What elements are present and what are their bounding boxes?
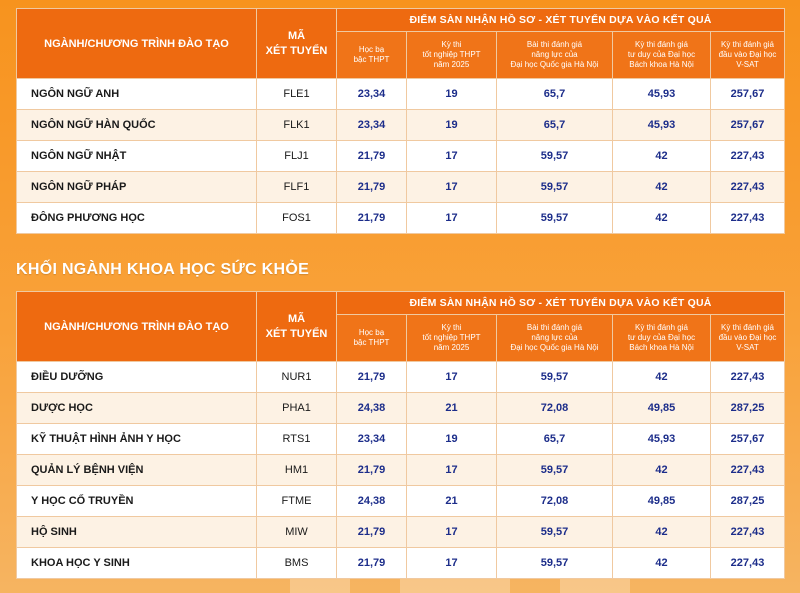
program-code: RTS1 xyxy=(257,424,337,455)
table-row xyxy=(17,517,785,548)
table-row xyxy=(17,393,785,424)
score-subheader: Bài thi đánh giá năng lực của Đại học Quốc gia Hà Nội xyxy=(497,315,613,362)
program-code: FLK1 xyxy=(257,110,337,141)
score-cell: 42 xyxy=(613,141,711,172)
table-row xyxy=(17,424,785,455)
score-cell: 42 xyxy=(613,455,711,486)
score-cell: 287,25 xyxy=(711,486,785,517)
score-table-languages xyxy=(16,8,785,234)
score-cell: 17 xyxy=(407,548,497,579)
score-cell: 72,08 xyxy=(497,486,613,517)
program-code: BMS xyxy=(257,548,337,579)
table-body xyxy=(17,362,785,579)
table-row xyxy=(17,141,785,172)
program-name: NGÔN NGỮ HÀN QUỐC xyxy=(17,110,257,141)
table-row xyxy=(17,110,785,141)
score-cell: 45,93 xyxy=(613,424,711,455)
score-subheader: Kỳ thi đánh giá đầu vào Đại học V-SAT xyxy=(711,315,785,362)
score-cell: 23,34 xyxy=(337,424,407,455)
score-cell: 23,34 xyxy=(337,79,407,110)
table-row xyxy=(17,486,785,517)
program-code: HM1 xyxy=(257,455,337,486)
score-cell: 49,85 xyxy=(613,486,711,517)
score-cell: 17 xyxy=(407,172,497,203)
background-building xyxy=(290,579,350,593)
score-cell: 17 xyxy=(407,517,497,548)
score-cell: 17 xyxy=(407,455,497,486)
score-cell: 19 xyxy=(407,110,497,141)
score-cell: 21,79 xyxy=(337,517,407,548)
table-row xyxy=(17,455,785,486)
score-cell: 23,34 xyxy=(337,110,407,141)
score-cell: 287,25 xyxy=(711,393,785,424)
code-column-header: MÃ XÉT TUYỂN xyxy=(257,9,337,79)
score-cell: 257,67 xyxy=(711,424,785,455)
program-code: FLJ1 xyxy=(257,141,337,172)
score-subheader: Kỳ thi tốt nghiệp THPT năm 2025 xyxy=(407,315,497,362)
score-subheader: Học bạ bậc THPT xyxy=(337,315,407,362)
table-row xyxy=(17,172,785,203)
program-name: NGÔN NGỮ PHÁP xyxy=(17,172,257,203)
score-cell: 59,57 xyxy=(497,172,613,203)
score-cell: 19 xyxy=(407,79,497,110)
score-cell: 17 xyxy=(407,141,497,172)
score-cell: 19 xyxy=(407,424,497,455)
score-cell: 59,57 xyxy=(497,141,613,172)
program-name: Y HỌC CỔ TRUYỀN xyxy=(17,486,257,517)
score-subheader: Bài thi đánh giá năng lực của Đại học Quốc gia Hà Nội xyxy=(497,32,613,79)
score-cell: 227,43 xyxy=(711,141,785,172)
score-cell: 59,57 xyxy=(497,548,613,579)
score-cell: 45,93 xyxy=(613,79,711,110)
score-cell: 59,57 xyxy=(497,455,613,486)
program-name: ĐÔNG PHƯƠNG HỌC xyxy=(17,203,257,234)
program-name: NGÔN NGỮ ANH xyxy=(17,79,257,110)
program-code: FOS1 xyxy=(257,203,337,234)
score-cell: 49,85 xyxy=(613,393,711,424)
score-cell: 21 xyxy=(407,393,497,424)
score-cell: 227,43 xyxy=(711,172,785,203)
program-name: DƯỢC HỌC xyxy=(17,393,257,424)
table-row xyxy=(17,362,785,393)
program-column-header: NGÀNH/CHƯƠNG TRÌNH ĐÀO TẠO xyxy=(17,9,257,79)
section-title: KHỐI NGÀNH KHOA HỌC SỨC KHỎE xyxy=(16,261,310,278)
score-cell: 21,79 xyxy=(337,548,407,579)
score-cell: 257,67 xyxy=(711,110,785,141)
score-cell: 21 xyxy=(407,486,497,517)
score-cell: 21,79 xyxy=(337,172,407,203)
program-code: NUR1 xyxy=(257,362,337,393)
score-subheader: Kỳ thi đánh giá đầu vào Đại học V-SAT xyxy=(711,32,785,79)
program-code: FLE1 xyxy=(257,79,337,110)
program-name: KỸ THUẬT HÌNH ẢNH Y HỌC xyxy=(17,424,257,455)
table-body xyxy=(17,79,785,234)
program-name: HỘ SINH xyxy=(17,517,257,548)
score-cell: 59,57 xyxy=(497,203,613,234)
score-cell: 65,7 xyxy=(497,424,613,455)
score-cell: 65,7 xyxy=(497,110,613,141)
score-cell: 227,43 xyxy=(711,455,785,486)
program-name: KHOA HỌC Y SINH xyxy=(17,548,257,579)
score-cell: 227,43 xyxy=(711,362,785,393)
score-cell: 42 xyxy=(613,517,711,548)
score-cell: 17 xyxy=(407,362,497,393)
score-cell: 42 xyxy=(613,548,711,579)
score-cell: 65,7 xyxy=(497,79,613,110)
score-cell: 59,57 xyxy=(497,517,613,548)
score-cell: 21,79 xyxy=(337,362,407,393)
score-cell: 42 xyxy=(613,203,711,234)
score-cell: 227,43 xyxy=(711,548,785,579)
score-cell: 59,57 xyxy=(497,362,613,393)
program-code: FLF1 xyxy=(257,172,337,203)
score-cell: 21,79 xyxy=(337,455,407,486)
table-row xyxy=(17,203,785,234)
background-building xyxy=(400,579,510,593)
score-cell: 45,93 xyxy=(613,110,711,141)
score-subheader: Kỳ thi tốt nghiệp THPT năm 2025 xyxy=(407,32,497,79)
score-table-health-sciences xyxy=(16,291,785,579)
score-cell: 24,38 xyxy=(337,393,407,424)
background-building xyxy=(560,579,630,593)
score-cell: 21,79 xyxy=(337,203,407,234)
program-name: NGÔN NGỮ NHẬT xyxy=(17,141,257,172)
score-cell: 72,08 xyxy=(497,393,613,424)
score-cell: 257,67 xyxy=(711,79,785,110)
program-code: MIW xyxy=(257,517,337,548)
score-cell: 21,79 xyxy=(337,141,407,172)
program-code: PHA1 xyxy=(257,393,337,424)
score-group-header: ĐIỂM SÀN NHẬN HỒ SƠ - XÉT TUYỂN DỰA VÀO KẾT QUẢ xyxy=(337,9,785,32)
score-cell: 24,38 xyxy=(337,486,407,517)
table-row xyxy=(17,79,785,110)
score-group-header: ĐIỂM SÀN NHẬN HỒ SƠ - XÉT TUYỂN DỰA VÀO KẾT QUẢ xyxy=(337,292,785,315)
score-cell: 42 xyxy=(613,362,711,393)
score-cell: 227,43 xyxy=(711,203,785,234)
code-column-header: MÃ XÉT TUYỂN xyxy=(257,292,337,362)
program-code: FTME xyxy=(257,486,337,517)
program-name: ĐIỀU DƯỠNG xyxy=(17,362,257,393)
score-subheader: Kỳ thi đánh giá tư duy của Đại học Bách khoa Hà Nội xyxy=(613,315,711,362)
score-cell: 42 xyxy=(613,172,711,203)
program-column-header: NGÀNH/CHƯƠNG TRÌNH ĐÀO TẠO xyxy=(17,292,257,362)
score-subheader: Kỳ thi đánh giá tư duy của Đại học Bách khoa Hà Nội xyxy=(613,32,711,79)
program-name: QUẢN LÝ BỆNH VIỆN xyxy=(17,455,257,486)
score-subheader: Học bạ bậc THPT xyxy=(337,32,407,79)
score-cell: 227,43 xyxy=(711,517,785,548)
table-row xyxy=(17,548,785,579)
score-cell: 17 xyxy=(407,203,497,234)
